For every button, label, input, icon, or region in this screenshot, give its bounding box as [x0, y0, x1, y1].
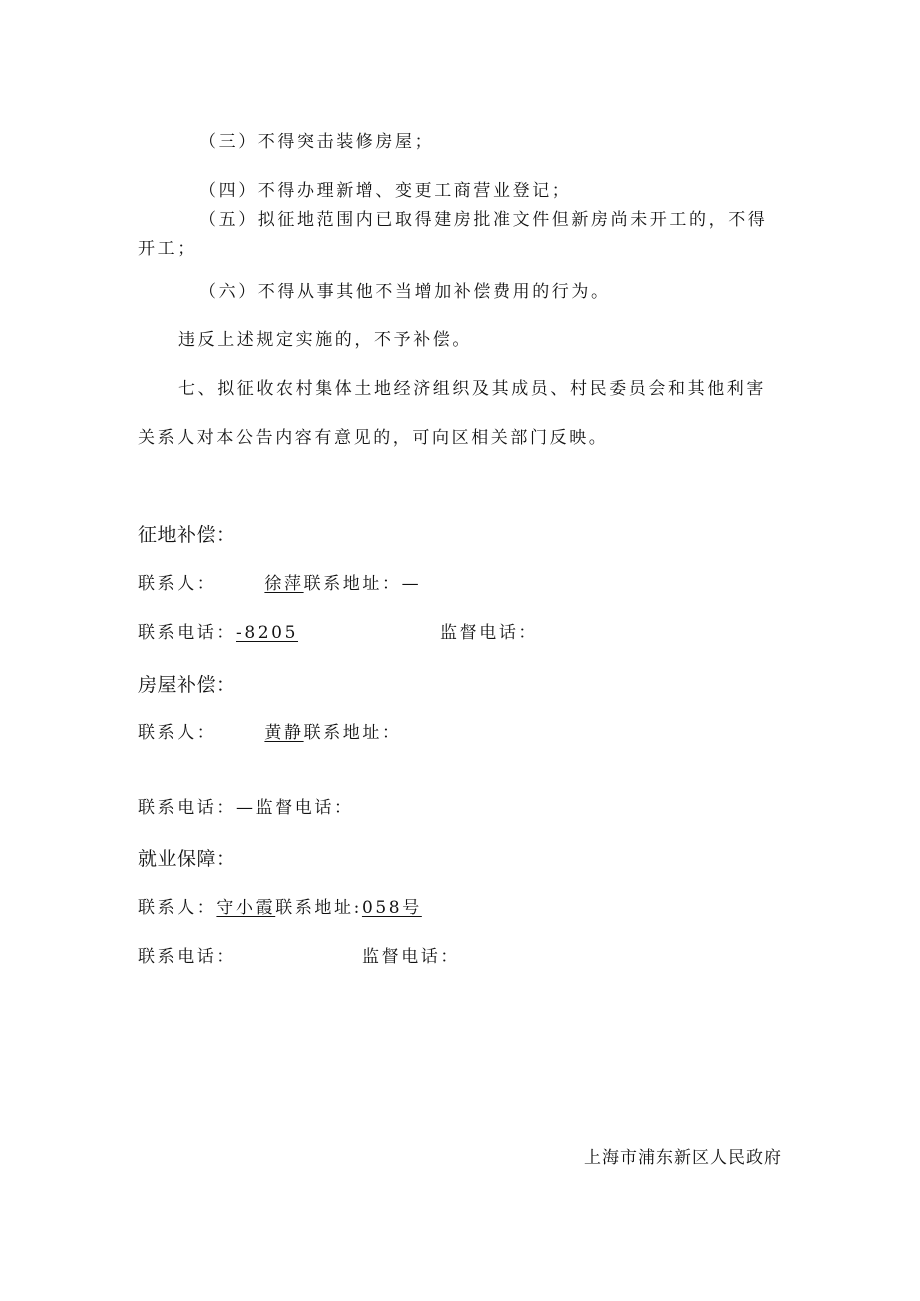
phone-label: 联系电话：: [138, 623, 236, 643]
contact-name: 徐萍: [264, 574, 304, 594]
house-phone-line: 联系电话：—监督电话：: [138, 798, 354, 818]
land-compensation-heading: 征地补偿：: [138, 524, 236, 546]
phone-value: -8205: [236, 623, 299, 643]
land-phone-line: [138, 622, 538, 644]
contact-label: 联系人：: [138, 723, 217, 743]
item-5-line-2: 开工；: [138, 239, 197, 259]
house-compensation-heading: 房屋补偿：: [138, 674, 236, 696]
employment-contact-line: [138, 897, 422, 919]
section-seven-line-1: 七、拟征收农村集体土地经济组织及其成员、村民委员会和其他利害: [178, 379, 766, 399]
supervision-label: 监督电话：: [362, 947, 460, 967]
contact-name: 守小霞: [216, 898, 276, 918]
violation-note: 违反上述规定实施的，不予补偿。: [178, 330, 472, 350]
address-label: 联系地址:: [275, 898, 362, 918]
employment-heading: 就业保障：: [138, 848, 236, 870]
phone-label: 联系电话：: [138, 947, 236, 967]
section-seven-line-2: 关系人对本公告内容有意见的，可向区相关部门反映。: [138, 428, 609, 448]
contact-label: 联系人：: [138, 898, 217, 918]
contact-name: 黄静: [264, 723, 304, 743]
address-label: 联系地址：—: [303, 574, 422, 594]
item-4: （四）不得办理新增、变更工商营业登记；: [199, 181, 572, 201]
employment-phone-line: [138, 946, 460, 968]
house-contact-line: [138, 722, 402, 744]
land-contact-line: [138, 573, 421, 595]
address-label: 联系地址：: [303, 723, 402, 743]
item-3: （三）不得突击装修房屋；: [199, 132, 435, 152]
contact-label: 联系人：: [138, 574, 217, 594]
item-5-line-1: （五）拟征地范围内已取得建房批准文件但新房尚未开工的，不得: [199, 210, 768, 230]
supervision-label: 监督电话：: [440, 623, 539, 643]
issuer-signature: 上海市浦东新区人民政府: [584, 1148, 782, 1168]
address-value: 058号: [361, 898, 422, 918]
item-6: （六）不得从事其他不当增加补偿费用的行为。: [199, 282, 611, 302]
